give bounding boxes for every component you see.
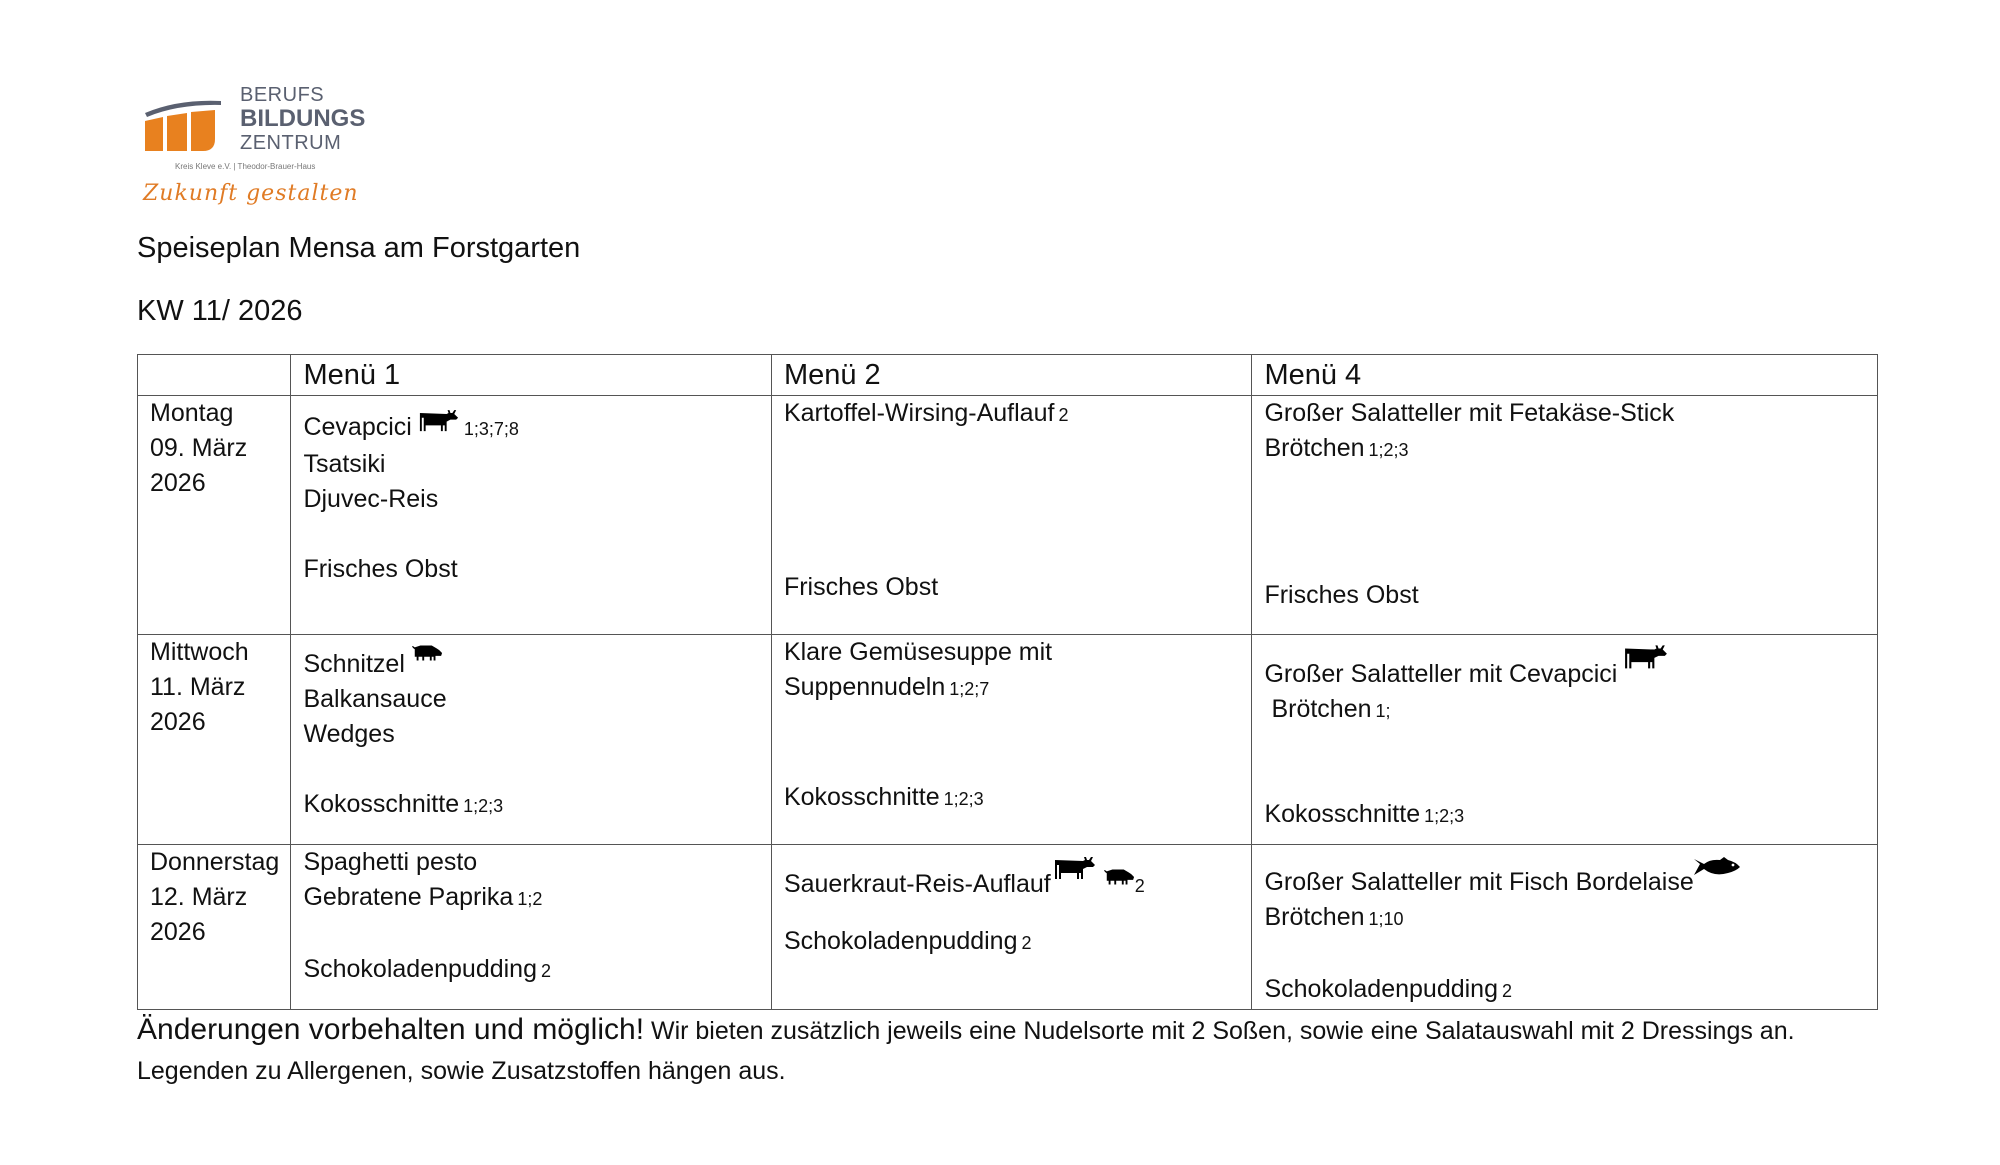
dish-dessert: Schokoladenpudding 2 (1264, 975, 1513, 1003)
allergen-codes: 1;2;7 (949, 679, 990, 699)
table-row (138, 635, 1878, 845)
header-day (138, 355, 291, 396)
logo-line-2: BILDUNGS (240, 105, 366, 132)
allergen-codes: 1;2;3 (1424, 806, 1465, 826)
menu-4-cell (1252, 635, 1878, 845)
cow-icon (418, 410, 460, 437)
dish-main: Cevapcici 1;3;7;8 (303, 410, 759, 447)
allergen-codes: 1; (1375, 701, 1391, 721)
dish-dessert: Schokoladenpudding 2 (783, 927, 1032, 955)
allergen-codes: 2 (1021, 933, 1032, 953)
logo-wordmark (240, 85, 365, 153)
day-date: 09. März (150, 434, 248, 462)
day-year: 2026 (150, 918, 206, 946)
page-title: Speiseplan Mensa am Forstgarten (137, 232, 581, 264)
dish-dessert: Frisches Obst (303, 555, 458, 583)
header-menu-2: Menü 2 (771, 355, 1252, 396)
day-cell (138, 396, 291, 635)
menu-1-cell (291, 396, 772, 635)
menu-1-cell (291, 845, 772, 1010)
allergen-codes: 2 (1502, 981, 1513, 1001)
footer-note (137, 1010, 1887, 1091)
pig-icon (1103, 867, 1135, 887)
logo-mark-icon (143, 99, 223, 151)
day-name: Mittwoch (150, 638, 249, 666)
day-cell (138, 635, 291, 845)
dish-main: Sauerkraut-Reis-Auflauf 2 (784, 867, 1240, 904)
table-header-row (138, 355, 1878, 396)
dish-main: Spaghetti pesto (303, 848, 478, 876)
dish-side: Wedges (303, 720, 395, 748)
dish-side: Djuvec-Reis (303, 485, 439, 513)
dish-side: Brötchen 1;2;3 (1264, 434, 1409, 462)
day-name: Donnerstag (150, 848, 280, 876)
dish-side: Brötchen 1; (1271, 695, 1391, 723)
logo-slogan: Zukunft gestalten (143, 181, 359, 206)
menu-2-cell (771, 396, 1252, 635)
logo-line-1: BERUFS (240, 84, 325, 106)
allergen-codes: 1;3;7;8 (463, 419, 519, 439)
cow-icon (1053, 857, 1097, 885)
footer-text: Wir bieten zusätzlich jeweils eine Nudelsorte mit 2 Soßen, sowie eine Salatauswahl mit 2 Dressings an. Legenden zu Allergenen, sowie Zusatzstoffen hängen aus. (137, 1017, 1795, 1085)
header-menu-1: Menü 1 (291, 355, 772, 396)
dish-side: Balkansauce (303, 685, 447, 713)
header-menu-4: Menü 4 (1252, 355, 1878, 396)
allergen-codes: 1;2;3 (463, 796, 504, 816)
allergen-codes: 1;2 (517, 889, 543, 909)
dish-dessert: Kokosschnitte 1;2;3 (783, 783, 984, 811)
day-date: 12. März (150, 883, 248, 911)
footer-disclaimer: Änderungen vorbehalten und möglich! (137, 1013, 645, 1046)
allergen-codes: 2 (541, 961, 552, 981)
dish-dessert: Kokosschnitte 1;2;3 (303, 790, 504, 818)
dish-dessert: Frisches Obst (783, 573, 939, 601)
dish-side: Gebratene Paprika 1;2 (303, 883, 543, 911)
fish-icon (1694, 857, 1740, 877)
day-year: 2026 (150, 708, 206, 736)
day-date: 11. März (150, 673, 246, 701)
dish-main: Großer Salatteller mit Fetakäse-Stick (1264, 399, 1675, 427)
allergen-codes: 2 (1134, 876, 1145, 896)
dish-main: Kartoffel-Wirsing-Auflauf 2 (783, 399, 1069, 427)
allergen-codes: 1;2;3 (943, 789, 984, 809)
table-row (138, 845, 1878, 1010)
allergen-codes: 1;10 (1368, 909, 1404, 929)
dish-main-line-2: Suppennudeln 1;2;7 (783, 673, 990, 701)
menu-2-cell (771, 845, 1252, 1010)
allergen-codes: 2 (1058, 405, 1069, 425)
cow-icon (1623, 645, 1669, 675)
logo-line-3: ZENTRUM (240, 132, 342, 154)
day-year: 2026 (150, 469, 206, 497)
dish-dessert: Kokosschnitte 1;2;3 (1264, 800, 1465, 828)
allergen-codes: 1;2;3 (1368, 440, 1409, 460)
calendar-week: KW 11/ 2026 (137, 295, 303, 327)
dish-main-line-1: Klare Gemüsesuppe mit (783, 638, 1053, 666)
dish-side: Brötchen 1;10 (1264, 903, 1404, 931)
menu-4-cell (1252, 396, 1878, 635)
menu-table (137, 354, 1878, 1010)
table-row (138, 396, 1878, 635)
day-cell (138, 845, 291, 1010)
day-name: Montag (150, 399, 234, 427)
dish-main: Großer Salatteller mit Fisch Bordelaise (1264, 865, 1865, 900)
dish-dessert: Schokoladenpudding 2 (303, 955, 552, 983)
pig-icon (411, 643, 443, 663)
menu-4-cell (1252, 845, 1878, 1010)
menu-2-cell (771, 635, 1252, 845)
dish-side: Tsatsiki (303, 450, 386, 478)
logo-subline: Kreis Kleve e.V. | Theodor-Brauer-Haus (175, 162, 316, 171)
dish-dessert: Frisches Obst (1264, 581, 1419, 609)
menu-1-cell (291, 635, 772, 845)
dish-main: Großer Salatteller mit Cevapcici (1264, 657, 1865, 692)
dish-main: Schnitzel (303, 647, 759, 682)
organization-logo (143, 85, 383, 220)
